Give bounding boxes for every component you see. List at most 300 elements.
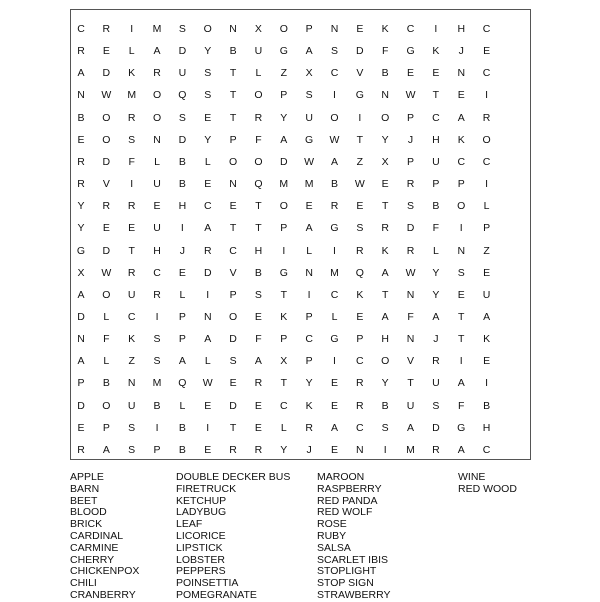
grid-cell[interactable]: B	[381, 67, 389, 80]
grid-cell[interactable]: R	[254, 443, 263, 456]
grid-cell[interactable]: P	[483, 222, 491, 235]
grid-cell[interactable]: R	[127, 200, 136, 213]
grid-cell[interactable]: T	[280, 377, 287, 390]
grid-cell[interactable]: K	[457, 133, 465, 146]
grid-cell[interactable]: E	[356, 200, 364, 213]
grid-cell[interactable]: F	[103, 333, 110, 346]
grid-cell[interactable]: L	[103, 310, 110, 323]
grid-cell[interactable]: D	[102, 244, 111, 257]
grid-cell[interactable]: E	[330, 399, 338, 412]
grid-cell[interactable]: R	[102, 200, 111, 213]
grid-cell[interactable]: A	[432, 310, 440, 323]
grid-cell[interactable]: H	[482, 421, 491, 434]
grid-cell[interactable]: S	[153, 333, 161, 346]
grid-cell[interactable]: T	[356, 133, 364, 146]
grid-cell[interactable]: Q	[178, 377, 187, 390]
grid-cell[interactable]: Y	[305, 377, 313, 390]
grid-cell[interactable]: R	[432, 443, 440, 456]
grid-cell[interactable]: I	[130, 178, 134, 191]
grid-cell[interactable]: W	[405, 89, 416, 102]
grid-cell[interactable]: N	[127, 377, 136, 390]
grid-cell[interactable]: Y	[280, 443, 288, 456]
grid-cell[interactable]: A	[254, 355, 262, 368]
grid-cell[interactable]: P	[356, 333, 364, 346]
grid-cell[interactable]: V	[102, 178, 110, 191]
grid-cell[interactable]: O	[203, 23, 212, 35]
grid-cell[interactable]: A	[305, 45, 313, 58]
grid-cell[interactable]: D	[406, 222, 415, 235]
grid-cell[interactable]: H	[178, 200, 187, 213]
grid-cell[interactable]: B	[178, 155, 186, 168]
grid-cell[interactable]: K	[128, 333, 136, 346]
grid-cell[interactable]: P	[229, 288, 237, 301]
grid-cell[interactable]: K	[128, 67, 136, 80]
grid-cell[interactable]: S	[356, 222, 364, 235]
grid-cell[interactable]: R	[77, 45, 85, 58]
grid-cell[interactable]: E	[457, 89, 465, 102]
grid-cell[interactable]: T	[128, 244, 135, 257]
grid-cell[interactable]: F	[407, 310, 414, 323]
grid-cell[interactable]: I	[155, 310, 159, 323]
grid-cell[interactable]: P	[305, 355, 313, 368]
grid-cell[interactable]: W	[101, 89, 112, 102]
grid-cell[interactable]: R	[77, 178, 85, 191]
grid-cell[interactable]: S	[153, 355, 161, 368]
grid-cell[interactable]: N	[356, 443, 364, 456]
grid-cell[interactable]: W	[354, 178, 365, 191]
grid-cell[interactable]: Q	[355, 266, 364, 279]
grid-cell[interactable]: E	[204, 111, 212, 124]
grid-cell[interactable]: E	[204, 443, 212, 456]
grid-cell[interactable]: R	[102, 23, 111, 35]
grid-cell[interactable]: P	[280, 89, 288, 102]
grid-cell[interactable]: U	[178, 67, 187, 80]
grid-cell[interactable]: O	[229, 310, 238, 323]
grid-cell[interactable]: T	[458, 333, 465, 346]
grid-cell[interactable]: N	[406, 333, 415, 346]
grid-cell[interactable]: C	[127, 310, 136, 323]
grid-cell[interactable]: M	[406, 443, 415, 456]
grid-cell[interactable]: Z	[356, 155, 364, 168]
grid-cell[interactable]: Q	[254, 178, 263, 191]
grid-cell[interactable]: C	[229, 244, 237, 257]
grid-cell[interactable]: A	[204, 333, 212, 346]
grid-cell[interactable]: O	[152, 111, 162, 124]
grid-cell[interactable]: N	[381, 89, 389, 102]
grid-cell[interactable]: L	[179, 288, 186, 301]
grid-cell[interactable]: C	[77, 23, 85, 35]
grid-cell[interactable]: P	[305, 23, 313, 35]
grid-cell[interactable]: R	[432, 355, 440, 368]
grid-cell[interactable]: P	[102, 421, 110, 434]
grid-cell[interactable]: L	[103, 355, 110, 368]
grid-cell[interactable]: T	[381, 200, 389, 213]
grid-cell[interactable]: B	[178, 178, 186, 191]
grid-cell[interactable]: X	[77, 266, 85, 279]
grid-cell[interactable]: B	[229, 45, 237, 58]
grid-cell[interactable]: M	[152, 23, 162, 35]
grid-cell[interactable]: Z	[128, 355, 135, 368]
grid-cell[interactable]: A	[280, 133, 288, 146]
grid-cell[interactable]: A	[457, 111, 465, 124]
grid-cell[interactable]: S	[407, 200, 415, 213]
grid-cell[interactable]: I	[459, 355, 463, 368]
grid-cell[interactable]: I	[485, 377, 489, 390]
grid-cell[interactable]: G	[355, 89, 364, 102]
grid-cell[interactable]: Y	[381, 133, 389, 146]
grid-cell[interactable]: E	[483, 355, 491, 368]
grid-cell[interactable]: T	[229, 421, 237, 434]
grid-cell[interactable]: I	[358, 111, 362, 124]
grid-cell[interactable]: A	[407, 421, 415, 434]
grid-cell[interactable]: I	[180, 222, 184, 235]
grid-cell[interactable]: E	[254, 310, 262, 323]
grid-cell[interactable]: S	[381, 421, 389, 434]
grid-cell[interactable]: E	[128, 222, 136, 235]
grid-cell[interactable]: U	[153, 222, 161, 235]
grid-cell[interactable]: H	[153, 244, 161, 257]
grid-cell[interactable]: J	[306, 443, 312, 456]
grid-cell[interactable]: Y	[77, 222, 85, 235]
grid-cell[interactable]: C	[457, 155, 466, 168]
grid-cell[interactable]: W	[202, 377, 213, 390]
grid-cell[interactable]: X	[305, 67, 313, 80]
grid-cell[interactable]: K	[356, 288, 364, 301]
grid-cell[interactable]: A	[457, 443, 465, 456]
grid-cell[interactable]: E	[254, 399, 262, 412]
grid-cell[interactable]: X	[254, 23, 262, 35]
grid-cell[interactable]: E	[153, 200, 161, 213]
grid-cell[interactable]: I	[206, 288, 210, 301]
grid-cell[interactable]: N	[457, 244, 466, 257]
grid-cell[interactable]: T	[255, 200, 262, 213]
grid-cell[interactable]: N	[153, 133, 161, 146]
grid-cell[interactable]: J	[458, 45, 464, 58]
grid-cell[interactable]: F	[458, 399, 465, 412]
grid-cell[interactable]: I	[130, 23, 134, 35]
grid-cell[interactable]: A	[330, 421, 338, 434]
grid-cell[interactable]: A	[381, 266, 389, 279]
grid-cell[interactable]: B	[102, 377, 110, 390]
grid-cell[interactable]: C	[356, 421, 364, 434]
grid-cell[interactable]: Y	[77, 200, 85, 213]
grid-cell[interactable]: P	[432, 178, 440, 191]
grid-cell[interactable]: D	[178, 133, 187, 146]
grid-cell[interactable]: I	[333, 89, 336, 102]
grid-cell[interactable]: F	[381, 45, 389, 58]
grid-cell[interactable]: A	[330, 155, 338, 168]
grid-cell[interactable]: M	[152, 377, 162, 390]
grid-cell[interactable]: T	[255, 222, 262, 235]
grid-cell[interactable]: B	[432, 200, 440, 213]
grid-cell[interactable]: U	[432, 377, 440, 390]
grid-cell[interactable]: P	[178, 310, 186, 323]
grid-cell[interactable]: R	[203, 244, 212, 257]
grid-cell[interactable]: D	[102, 67, 111, 80]
grid-cell[interactable]: Y	[280, 111, 288, 124]
grid-cell[interactable]: D	[77, 310, 85, 323]
grid-cell[interactable]: C	[482, 67, 491, 80]
grid-cell[interactable]: L	[331, 310, 338, 323]
grid-cell[interactable]: E	[178, 266, 186, 279]
grid-cell[interactable]: Y	[432, 266, 440, 279]
grid-cell[interactable]: E	[77, 133, 85, 146]
grid-cell[interactable]: B	[178, 443, 186, 456]
grid-cell[interactable]: S	[432, 399, 440, 412]
grid-cell[interactable]: L	[432, 244, 439, 257]
grid-cell[interactable]: K	[432, 45, 440, 58]
grid-cell[interactable]: A	[77, 288, 85, 301]
grid-cell[interactable]: H	[457, 23, 466, 35]
grid-cell[interactable]: U	[482, 288, 491, 301]
grid-cell[interactable]: G	[305, 133, 314, 146]
grid-cell[interactable]: E	[407, 67, 415, 80]
grid-cell[interactable]: I	[485, 178, 489, 191]
grid-cell[interactable]: V	[407, 355, 415, 368]
grid-cell[interactable]: O	[254, 89, 263, 102]
grid-cell[interactable]: H	[432, 133, 440, 146]
grid-cell[interactable]: W	[405, 266, 416, 279]
grid-cell[interactable]: E	[381, 178, 389, 191]
grid-cell[interactable]: O	[102, 111, 111, 124]
grid-cell[interactable]: B	[77, 111, 85, 124]
grid-cell[interactable]: C	[482, 23, 491, 35]
grid-cell[interactable]: R	[254, 111, 263, 124]
grid-cell[interactable]: A	[178, 355, 186, 368]
grid-cell[interactable]: K	[305, 399, 313, 412]
grid-cell[interactable]: C	[432, 111, 440, 124]
grid-cell[interactable]: N	[305, 266, 313, 279]
grid-cell[interactable]: G	[457, 421, 466, 434]
grid-cell[interactable]: O	[457, 200, 466, 213]
grid-cell[interactable]: U	[254, 45, 263, 58]
grid-cell[interactable]: E	[102, 222, 110, 235]
grid-cell[interactable]: A	[77, 67, 85, 80]
grid-cell[interactable]: P	[280, 333, 288, 346]
grid-cell[interactable]: O	[102, 288, 111, 301]
grid-cell[interactable]: V	[229, 266, 237, 279]
grid-cell[interactable]: T	[229, 89, 237, 102]
grid-cell[interactable]: D	[178, 45, 187, 58]
grid-cell[interactable]: G	[330, 222, 339, 235]
grid-cell[interactable]: B	[330, 178, 338, 191]
grid-cell[interactable]: B	[381, 399, 389, 412]
grid-cell[interactable]: A	[204, 222, 212, 235]
grid-cell[interactable]: S	[128, 133, 136, 146]
grid-cell[interactable]: M	[279, 178, 289, 191]
grid-cell[interactable]: R	[77, 443, 85, 456]
grid-cell[interactable]: B	[483, 399, 491, 412]
grid-cell[interactable]: P	[280, 222, 288, 235]
grid-cell[interactable]: S	[457, 266, 465, 279]
grid-cell[interactable]: E	[102, 45, 110, 58]
grid-cell[interactable]: Q	[178, 89, 187, 102]
grid-cell[interactable]: S	[178, 111, 186, 124]
grid-cell[interactable]: E	[229, 377, 237, 390]
grid-cell[interactable]: I	[383, 443, 387, 456]
grid-cell[interactable]: L	[179, 399, 186, 412]
grid-cell[interactable]: F	[255, 333, 262, 346]
grid-cell[interactable]: V	[356, 67, 364, 80]
grid-cell[interactable]: U	[406, 399, 415, 412]
grid-cell[interactable]: T	[381, 288, 389, 301]
grid-cell[interactable]: O	[279, 200, 288, 213]
grid-cell[interactable]: A	[305, 222, 313, 235]
grid-cell[interactable]: P	[77, 377, 85, 390]
grid-cell[interactable]: R	[127, 111, 136, 124]
grid-cell[interactable]: I	[434, 23, 438, 35]
grid-cell[interactable]: T	[229, 222, 237, 235]
grid-cell[interactable]: G	[279, 45, 288, 58]
grid-cell[interactable]: N	[229, 23, 237, 35]
grid-cell[interactable]: B	[254, 266, 262, 279]
grid-cell[interactable]: T	[229, 67, 237, 80]
grid-cell[interactable]: O	[381, 355, 390, 368]
grid-cell[interactable]: E	[254, 421, 262, 434]
grid-cell[interactable]: R	[254, 377, 263, 390]
grid-cell[interactable]: P	[178, 333, 186, 346]
grid-cell[interactable]: S	[128, 443, 136, 456]
grid-cell[interactable]: L	[154, 155, 160, 168]
grid-cell[interactable]: I	[282, 244, 286, 257]
grid-cell[interactable]: R	[406, 244, 415, 257]
grid-cell[interactable]: S	[178, 23, 186, 35]
grid-cell[interactable]: N	[77, 333, 85, 346]
grid-cell[interactable]: B	[178, 421, 186, 434]
grid-cell[interactable]: J	[407, 133, 414, 146]
grid-cell[interactable]: I	[307, 288, 311, 301]
grid-cell[interactable]: M	[127, 89, 137, 102]
grid-cell[interactable]: R	[77, 155, 85, 168]
grid-cell[interactable]: I	[485, 89, 489, 102]
grid-cell[interactable]: L	[204, 155, 211, 168]
grid-cell[interactable]: C	[203, 200, 212, 213]
grid-cell[interactable]: U	[305, 111, 313, 124]
grid-cell[interactable]: O	[102, 133, 111, 146]
grid-cell[interactable]: C	[482, 443, 491, 456]
grid-cell[interactable]: L	[204, 355, 211, 368]
grid-cell[interactable]: Y	[432, 288, 440, 301]
grid-cell[interactable]: A	[457, 377, 465, 390]
grid-cell[interactable]: I	[206, 421, 210, 434]
grid-cell[interactable]: S	[128, 421, 136, 434]
grid-cell[interactable]: K	[483, 333, 491, 346]
grid-cell[interactable]: A	[483, 310, 491, 323]
grid-cell[interactable]: R	[153, 288, 161, 301]
grid-cell[interactable]: U	[127, 288, 136, 301]
grid-cell[interactable]: C	[356, 355, 364, 368]
grid-cell[interactable]: E	[229, 200, 237, 213]
grid-cell[interactable]: C	[482, 155, 491, 168]
grid-cell[interactable]: D	[77, 399, 85, 412]
grid-cell[interactable]: P	[153, 443, 161, 456]
grid-cell[interactable]: E	[457, 288, 465, 301]
grid-cell[interactable]: J	[433, 333, 439, 346]
grid-cell[interactable]: K	[381, 23, 389, 35]
grid-cell[interactable]: A	[381, 310, 389, 323]
grid-cell[interactable]: E	[483, 45, 491, 58]
grid-cell[interactable]: Z	[483, 244, 490, 257]
grid-cell[interactable]: B	[153, 399, 161, 412]
grid-cell[interactable]: Y	[204, 45, 212, 58]
grid-cell[interactable]: G	[279, 266, 288, 279]
grid-cell[interactable]: J	[179, 244, 186, 257]
grid-cell[interactable]: C	[305, 333, 313, 346]
grid-cell[interactable]: L	[306, 244, 313, 257]
grid-cell[interactable]: O	[330, 111, 339, 124]
grid-cell[interactable]: R	[229, 443, 237, 456]
grid-cell[interactable]: S	[305, 89, 313, 102]
grid-cell[interactable]: D	[432, 421, 440, 434]
grid-cell[interactable]: T	[407, 377, 414, 390]
grid-cell[interactable]: O	[279, 23, 288, 35]
grid-cell[interactable]: N	[406, 288, 415, 301]
grid-cell[interactable]: E	[204, 399, 212, 412]
grid-cell[interactable]: Y	[381, 377, 389, 390]
grid-cell[interactable]: R	[330, 200, 339, 213]
grid-cell[interactable]: O	[254, 155, 263, 168]
grid-cell[interactable]: T	[280, 288, 287, 301]
grid-cell[interactable]: D	[280, 155, 288, 168]
grid-cell[interactable]: R	[356, 399, 364, 412]
grid-cell[interactable]: P	[407, 155, 415, 168]
grid-cell[interactable]: M	[304, 178, 314, 191]
grid-cell[interactable]: T	[458, 310, 465, 323]
grid-cell[interactable]: K	[280, 310, 288, 323]
grid-cell[interactable]: E	[305, 200, 313, 213]
grid-cell[interactable]: O	[152, 89, 162, 102]
grid-cell[interactable]: I	[333, 244, 336, 257]
grid-cell[interactable]: G	[406, 45, 415, 58]
grid-cell[interactable]: Y	[204, 133, 212, 146]
grid-cell[interactable]: R	[381, 222, 389, 235]
grid-cell[interactable]: U	[153, 178, 161, 191]
grid-cell[interactable]: K	[381, 244, 389, 257]
grid-cell[interactable]: P	[305, 310, 313, 323]
grid-cell[interactable]: C	[330, 288, 339, 301]
grid-cell[interactable]: O	[482, 133, 491, 146]
grid-cell[interactable]: N	[330, 23, 339, 35]
grid-cell[interactable]: S	[330, 45, 338, 58]
grid-cell[interactable]: R	[406, 178, 415, 191]
grid-cell[interactable]: T	[432, 89, 440, 102]
grid-cell[interactable]: L	[483, 200, 490, 213]
grid-cell[interactable]: C	[330, 67, 339, 80]
grid-cell[interactable]: P	[457, 178, 465, 191]
grid-cell[interactable]: N	[457, 67, 466, 80]
grid-cell[interactable]: C	[280, 399, 288, 412]
grid-cell[interactable]: I	[459, 222, 463, 235]
grid-cell[interactable]: X	[280, 355, 288, 368]
grid-cell[interactable]: L	[280, 421, 287, 434]
grid-cell[interactable]: Z	[280, 67, 287, 80]
grid-cell[interactable]: W	[304, 155, 315, 168]
grid-cell[interactable]: N	[77, 89, 85, 102]
grid-cell[interactable]: O	[381, 111, 390, 124]
grid-cell[interactable]: S	[204, 67, 212, 80]
grid-cell[interactable]: P	[407, 111, 415, 124]
grid-cell[interactable]: E	[356, 23, 364, 35]
grid-cell[interactable]: X	[381, 155, 389, 168]
grid-cell[interactable]: C	[153, 266, 161, 279]
grid-cell[interactable]: N	[203, 310, 212, 323]
grid-cell[interactable]: I	[333, 355, 336, 368]
grid-cell[interactable]: E	[330, 443, 338, 456]
grid-cell[interactable]: G	[76, 244, 86, 257]
grid-cell[interactable]: U	[432, 155, 440, 168]
grid-cell[interactable]: P	[229, 133, 237, 146]
grid-cell[interactable]: R	[482, 111, 491, 124]
